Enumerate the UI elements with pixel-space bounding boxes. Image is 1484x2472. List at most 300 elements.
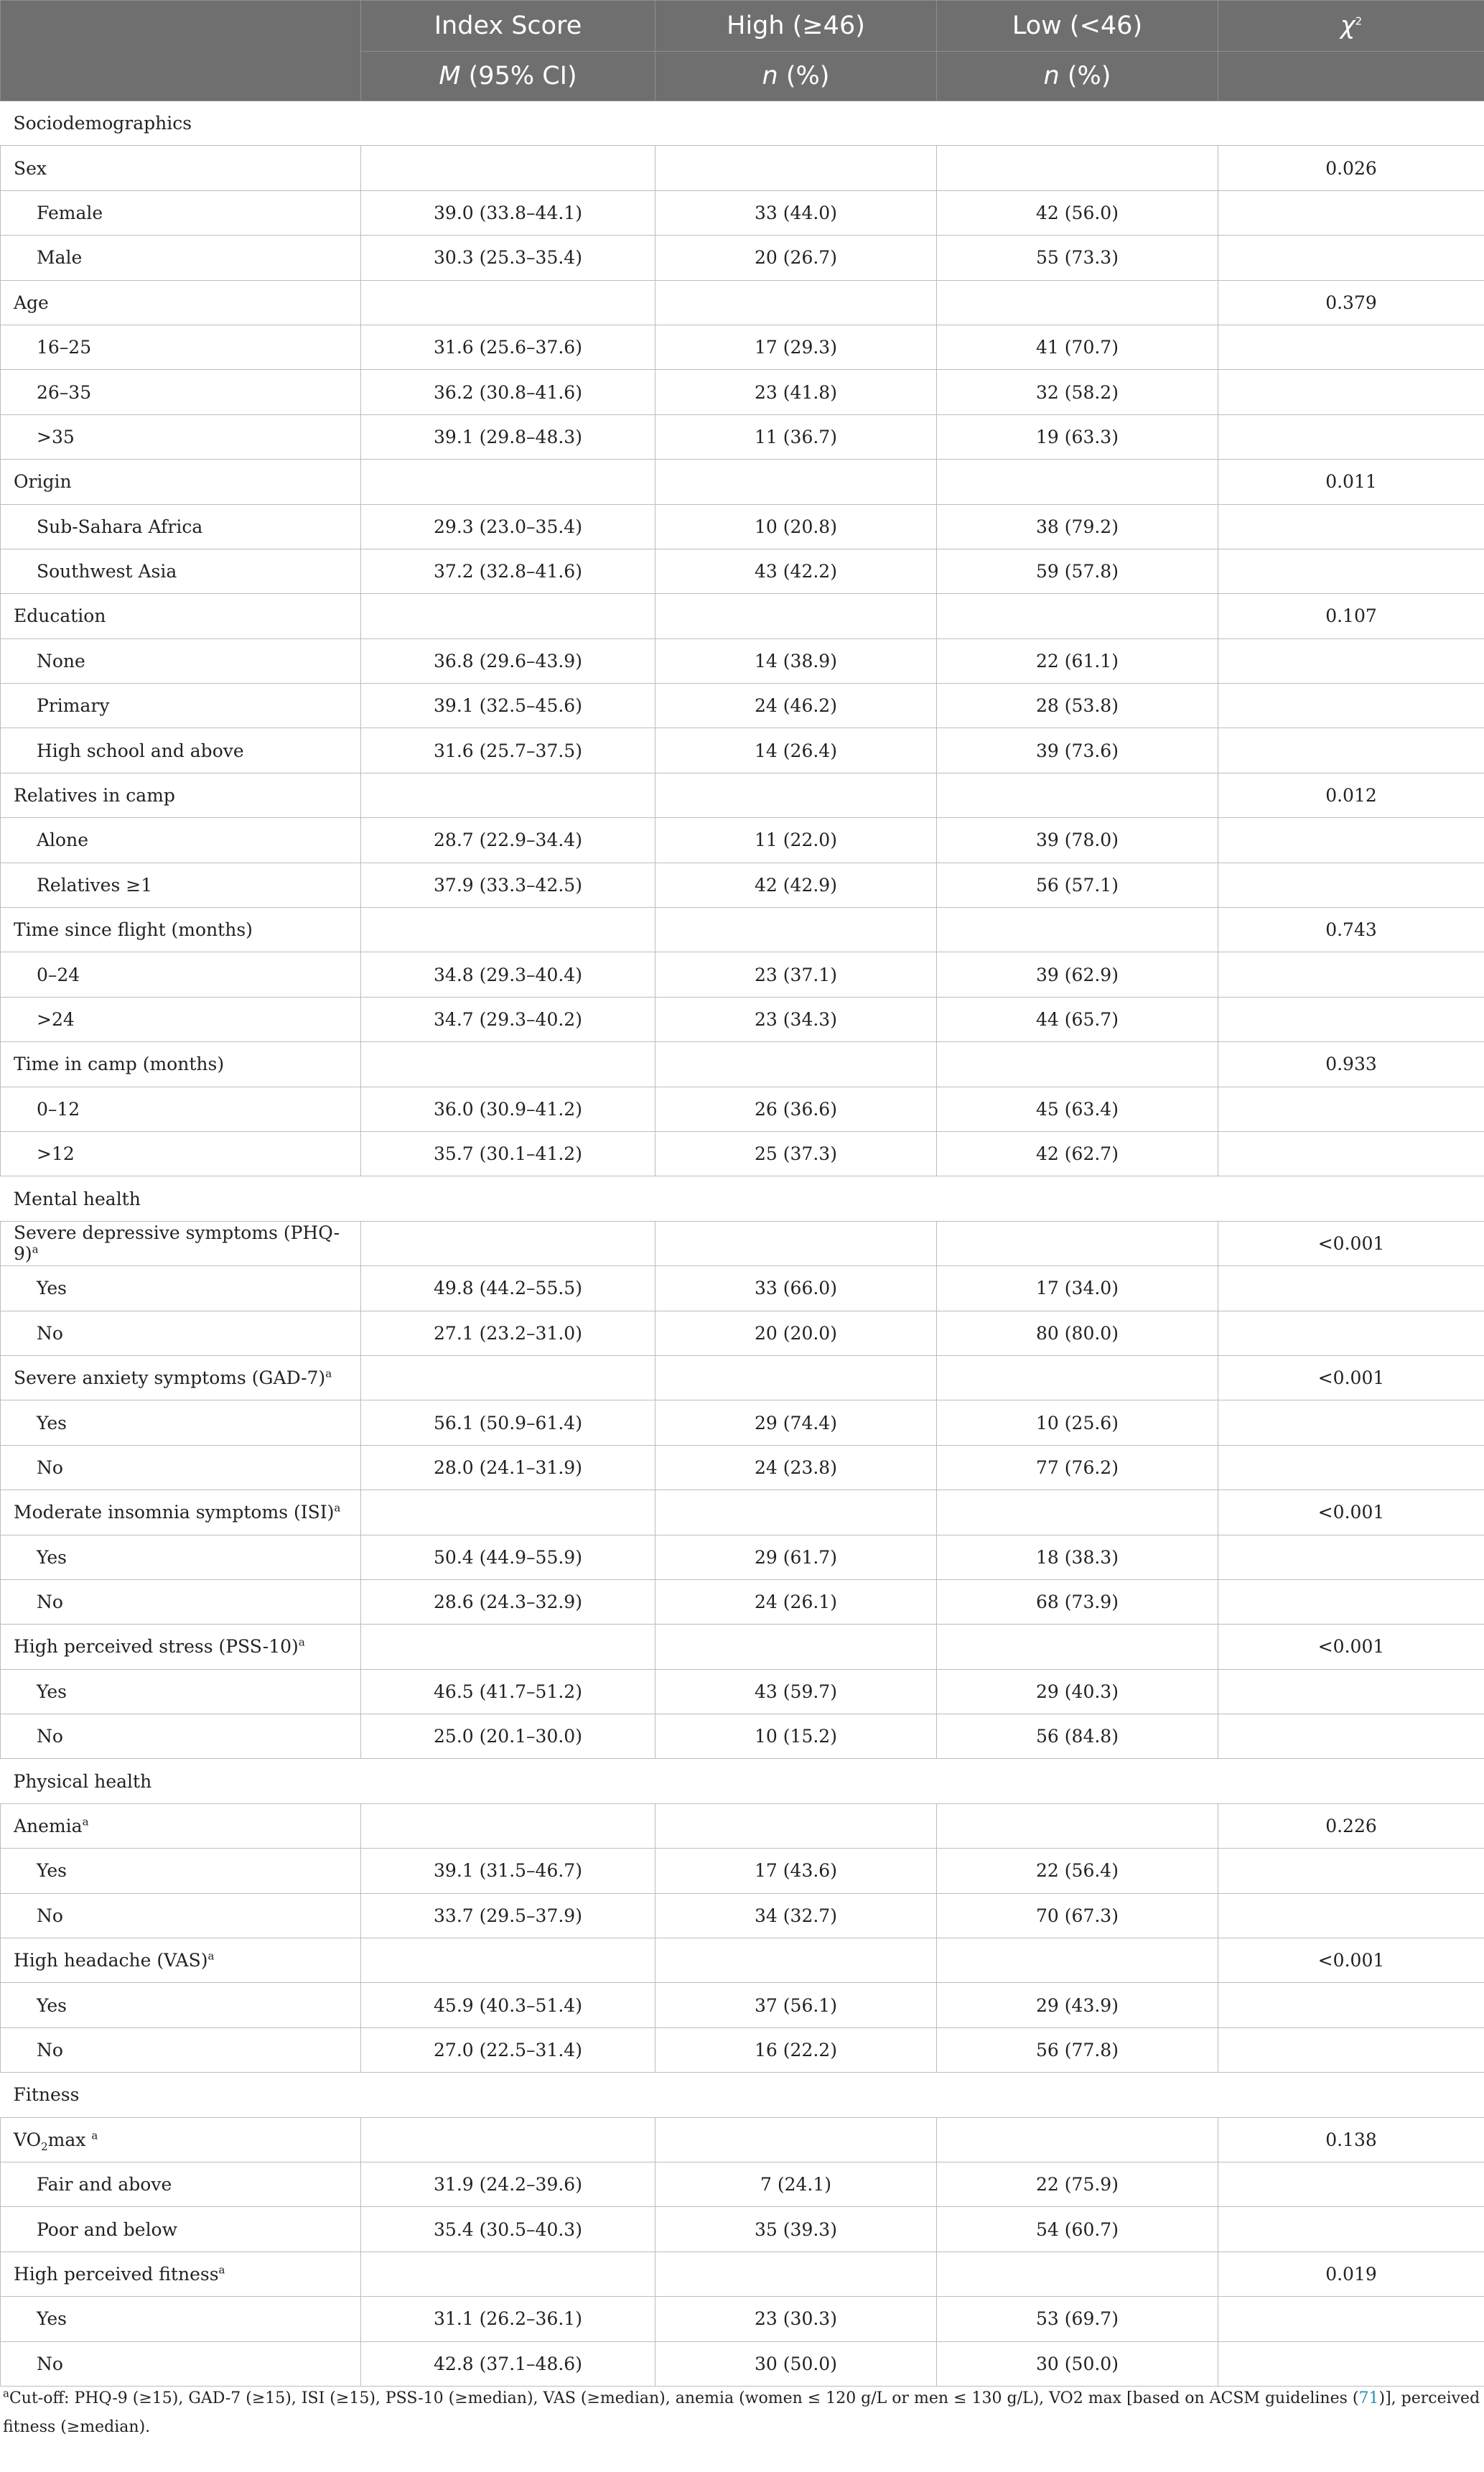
empty-cell [1218,818,1484,863]
empty-cell [1218,863,1484,907]
empty-cell [1218,1311,1484,1355]
header-n-percent-low: n (%) [937,52,1218,101]
section-row [1,1759,1484,1803]
row-label: Fair and above [1,2162,361,2206]
chi-square-value: 0.107 [1218,594,1484,638]
high-count-cell: 26 (36.6) [655,1087,937,1131]
low-count-cell: 59 (57.8) [937,549,1218,593]
row-label: No [1,1893,361,1938]
table-row [1,1087,1484,1131]
low-count-cell: 10 (25.6) [937,1400,1218,1445]
group-row [1,594,1484,638]
high-count-cell: 23 (41.8) [655,370,937,414]
section-row [1,1176,1484,1221]
group-row [1,1803,1484,1848]
chi-square-value: <0.001 [1218,1355,1484,1400]
index-score-cell: 50.4 (44.9–55.9) [361,1535,655,1579]
empty-cell [655,1042,937,1087]
low-count-cell: 44 (65.7) [937,997,1218,1041]
index-score-cell: 33.7 (29.5–37.9) [361,1893,655,1938]
header-empty-top [1,1,361,52]
group-row [1,908,1484,952]
empty-cell [937,1803,1218,1848]
group-label: Time in camp (months) [1,1042,361,1087]
group-row [1,1221,1484,1265]
empty-cell [1218,2027,1484,2072]
table-row [1,2207,1484,2252]
group-label: Moderate insomnia symptoms (ISI)$^a$ [1,1490,361,1535]
high-count-cell: 16 (22.2) [655,2027,937,2072]
low-count-cell: 42 (56.0) [937,190,1218,235]
table-row [1,1893,1484,1938]
table-row [1,1311,1484,1355]
empty-cell [1218,684,1484,728]
group-label: High perceived stress $(PSS-10)^a$ [1,1625,361,1669]
empty-cell [1218,2341,1484,2386]
group-label: Severe anxiety symptoms $(GAD-7)^a$ [1,1355,361,1400]
low-count-cell: 39 (62.9) [937,952,1218,997]
empty-cell [1218,1445,1484,1490]
empty-cell [1218,1849,1484,1893]
index-score-cell: 39.1 (29.8–48.3) [361,414,655,459]
empty-cell [937,460,1218,504]
empty-cell [1218,1087,1484,1131]
high-count-cell: 33 (66.0) [655,1266,937,1311]
empty-cell [655,146,937,190]
empty-cell [361,1938,655,1983]
empty-cell [361,773,655,817]
group-row [1,2117,1484,2162]
empty-cell [1218,1714,1484,1759]
high-count-cell: 24 (23.8) [655,1445,937,1490]
row-label: Southwest Asia [1,549,361,593]
group-label: $VO_2\max$ $^a$ [1,2117,361,2162]
reference-link[interactable]: 71 [1358,2389,1379,2407]
row-label: No [1,1311,361,1355]
empty-cell [361,908,655,952]
table-row [1,414,1484,459]
group-row [1,1938,1484,1983]
index-score-cell: 36.0 (30.9–41.2) [361,1087,655,1131]
low-count-cell: 70 (67.3) [937,1893,1218,1938]
group-row [1,1625,1484,1669]
section-title: Sociodemographics [1,101,1484,146]
high-count-cell: 43 (42.2) [655,549,937,593]
header-mean-ci: M (95% CI) [361,52,655,101]
empty-cell [361,1490,655,1535]
row-label: No [1,1445,361,1490]
empty-cell [937,773,1218,817]
chi-square-value: 0.933 [1218,1042,1484,1087]
empty-cell [1218,1131,1484,1176]
table-row [1,504,1484,549]
group-row [1,773,1484,817]
empty-cell [655,1625,937,1669]
index-score-cell: 35.4 (30.5–40.3) [361,2207,655,2252]
row-label: High school and above [1,728,361,773]
row-label: 26–35 [1,370,361,414]
index-score-cell: 45.9 (40.3–51.4) [361,1983,655,2027]
table-row [1,1669,1484,1714]
chi-square-value: 0.019 [1218,2252,1484,2296]
header-empty-bottom [1,52,361,101]
high-count-cell: 29 (61.7) [655,1535,937,1579]
high-count-cell: 10 (15.2) [655,1714,937,1759]
high-count-cell: 7 (24.1) [655,2162,937,2206]
low-count-cell: 54 (60.7) [937,2207,1218,2252]
group-row [1,2252,1484,2296]
low-count-cell: 30 (50.0) [937,2341,1218,2386]
empty-cell [361,1803,655,1848]
group-label: Anemia$^a$ [1,1803,361,1848]
row-label: No [1,2341,361,2386]
empty-cell [1218,236,1484,280]
empty-cell [1218,1400,1484,1445]
empty-cell [361,1042,655,1087]
low-count-cell: 68 (73.9) [937,1579,1218,1624]
low-count-cell: 32 (58.2) [937,370,1218,414]
empty-cell [655,280,937,325]
empty-cell [1218,504,1484,549]
empty-cell [937,1938,1218,1983]
index-score-cell: 28.6 (24.3–32.9) [361,1579,655,1624]
row-label: Female [1,190,361,235]
row-label: Yes [1,1849,361,1893]
group-label: Origin [1,460,361,504]
row-label: Yes [1,1266,361,1311]
empty-cell [937,1625,1218,1669]
group-label: Sex [1,146,361,190]
high-count-cell: 14 (38.9) [655,638,937,683]
table-row [1,1714,1484,1759]
empty-cell [937,1490,1218,1535]
table-row [1,684,1484,728]
row-label: Poor and below [1,2207,361,2252]
low-count-cell: 55 (73.3) [937,236,1218,280]
section-title: Physical health [1,1759,1484,1803]
group-row [1,280,1484,325]
high-count-cell: 24 (26.1) [655,1579,937,1624]
table-row [1,2027,1484,2072]
high-count-cell: 35 (39.3) [655,2207,937,2252]
index-score-cell: 36.2 (30.8–41.6) [361,370,655,414]
high-count-cell: 23 (37.1) [655,952,937,997]
low-count-cell: 18 (38.3) [937,1535,1218,1579]
empty-cell [361,2252,655,2296]
index-score-cell: 30.3 (25.3–35.4) [361,236,655,280]
empty-cell [361,1221,655,1265]
empty-cell [655,1938,937,1983]
empty-cell [361,280,655,325]
row-label: Yes [1,2297,361,2341]
index-score-cell: 28.0 (24.1–31.9) [361,1445,655,1490]
low-count-cell: 56 (77.8) [937,2027,1218,2072]
empty-cell [1218,997,1484,1041]
chi-square-value: 0.226 [1218,1803,1484,1848]
table-row [1,2341,1484,2386]
empty-cell [1218,414,1484,459]
chi-square-value: <0.001 [1218,1625,1484,1669]
index-score-cell: 31.6 (25.6–37.6) [361,325,655,369]
high-count-cell: 23 (34.3) [655,997,937,1041]
low-count-cell: 17 (34.0) [937,1266,1218,1311]
table-row [1,370,1484,414]
empty-cell [1218,1535,1484,1579]
index-score-cell: 37.2 (32.8–41.6) [361,549,655,593]
index-score-cell: 31.1 (26.2–36.1) [361,2297,655,2341]
low-count-cell: 56 (57.1) [937,863,1218,907]
low-count-cell: 29 (40.3) [937,1669,1218,1714]
empty-cell [361,2117,655,2162]
index-score-cell: 34.7 (29.3–40.2) [361,997,655,1041]
empty-cell [1218,1266,1484,1311]
empty-cell [655,2252,937,2296]
table-row [1,1266,1484,1311]
low-count-cell: 41 (70.7) [937,325,1218,369]
low-count-cell: 80 (80.0) [937,1311,1218,1355]
table-row [1,1131,1484,1176]
row-label: No [1,1714,361,1759]
table-row [1,818,1484,863]
empty-cell [1218,325,1484,369]
empty-cell [1218,1983,1484,2027]
section-row [1,2073,1484,2117]
group-row [1,146,1484,190]
chi-square-value: 0.026 [1218,146,1484,190]
index-score-cell: 28.7 (22.9–34.4) [361,818,655,863]
table-row [1,325,1484,369]
chi-square-value: 0.379 [1218,280,1484,325]
high-count-cell: 29 (74.4) [655,1400,937,1445]
index-score-cell: 39.0 (33.8–44.1) [361,190,655,235]
high-count-cell: 33 (44.0) [655,190,937,235]
empty-cell [655,2117,937,2162]
low-count-cell: 42 (62.7) [937,1131,1218,1176]
high-count-cell: 11 (36.7) [655,414,937,459]
table-row [1,728,1484,773]
chi-square-value: 0.743 [1218,908,1484,952]
group-row [1,1490,1484,1535]
empty-cell [1218,2207,1484,2252]
header-low: Low (<46) [937,1,1218,52]
low-count-cell: 28 (53.8) [937,684,1218,728]
row-label: >12 [1,1131,361,1176]
high-count-cell: 17 (29.3) [655,325,937,369]
group-label: High headache (VAS)$^a$ [1,1938,361,1983]
table-row [1,1535,1484,1579]
low-count-cell: 39 (73.6) [937,728,1218,773]
chi-square-value: <0.001 [1218,1221,1484,1265]
section-row [1,101,1484,146]
index-score-cell: 39.1 (31.5–46.7) [361,1849,655,1893]
empty-cell [1218,370,1484,414]
index-score-cell: 46.5 (41.7–51.2) [361,1669,655,1714]
low-count-cell: 22 (75.9) [937,2162,1218,2206]
high-count-cell: 23 (30.3) [655,2297,937,2341]
high-count-cell: 42 (42.9) [655,863,937,907]
chi-square-value: 0.138 [1218,2117,1484,2162]
empty-cell [1218,2297,1484,2341]
table-row [1,1445,1484,1490]
index-score-cell: 29.3 (23.0–35.4) [361,504,655,549]
empty-cell [1218,190,1484,235]
empty-cell [655,1803,937,1848]
group-label: Severe depressive symptoms $(PHQ-9)^a$ [1,1221,361,1265]
table-body [1,101,1484,2387]
high-count-cell: 25 (37.3) [655,1131,937,1176]
index-score-cell: 34.8 (29.3–40.4) [361,952,655,997]
low-count-cell: 19 (63.3) [937,414,1218,459]
empty-cell [361,594,655,638]
index-score-cell: 35.7 (30.1–41.2) [361,1131,655,1176]
empty-cell [1218,728,1484,773]
empty-cell [937,2117,1218,2162]
section-title: Fitness [1,2073,1484,2117]
high-count-cell: 37 (56.1) [655,1983,937,2027]
table-row [1,2297,1484,2341]
empty-cell [937,2252,1218,2296]
low-count-cell: 45 (63.4) [937,1087,1218,1131]
low-count-cell: 56 (84.8) [937,1714,1218,1759]
low-count-cell: 77 (76.2) [937,1445,1218,1490]
header-index-score: Index Score [361,1,655,52]
group-label: Age [1,280,361,325]
table-row [1,190,1484,235]
high-count-cell: 14 (26.4) [655,728,937,773]
row-label: Alone [1,818,361,863]
empty-cell [655,460,937,504]
table-row [1,1579,1484,1624]
row-label: Yes [1,1535,361,1579]
header-empty-chi [1218,52,1484,101]
header-high: High (≥46) [655,1,937,52]
row-label: Primary [1,684,361,728]
empty-cell [361,1625,655,1669]
row-label: No [1,1579,361,1624]
row-label: None [1,638,361,683]
high-count-cell: 10 (20.8) [655,504,937,549]
index-score-cell: 31.6 (25.7–37.5) [361,728,655,773]
empty-cell [937,1221,1218,1265]
table-row [1,549,1484,593]
table-row [1,638,1484,683]
empty-cell [655,773,937,817]
high-count-cell: 43 (59.7) [655,1669,937,1714]
chi-square-value: 0.011 [1218,460,1484,504]
empty-cell [937,1042,1218,1087]
index-score-cell: 39.1 (32.5–45.6) [361,684,655,728]
section-title: Mental health [1,1176,1484,1221]
group-row [1,460,1484,504]
high-count-cell: 11 (22.0) [655,818,937,863]
empty-cell [937,1355,1218,1400]
high-count-cell: 30 (50.0) [655,2341,937,2386]
row-label: 16–25 [1,325,361,369]
empty-cell [655,1355,937,1400]
row-label: >35 [1,414,361,459]
table-row [1,236,1484,280]
empty-cell [1218,638,1484,683]
index-score-cell: 31.9 (24.2–39.6) [361,2162,655,2206]
table-row [1,997,1484,1041]
empty-cell [937,280,1218,325]
empty-cell [655,594,937,638]
table-row [1,863,1484,907]
high-count-cell: 20 (26.7) [655,236,937,280]
chi-square-value: 0.012 [1218,773,1484,817]
table-row [1,1983,1484,2027]
index-score-cell: 27.0 (22.5–31.4) [361,2027,655,2072]
empty-cell [361,460,655,504]
table-row [1,1400,1484,1445]
index-score-cell: 42.8 (37.1–48.6) [361,2341,655,2386]
high-count-cell: 17 (43.6) [655,1849,937,1893]
row-label: Male [1,236,361,280]
low-count-cell: 29 (43.9) [937,1983,1218,2027]
empty-cell [361,146,655,190]
table-footnote: $^a$Cut-off: PHQ-9 (≥15), GAD-7 (≥15), ISI (≥15), PSS-10 (≥median), VAS (≥median), anemia (women ≤ 120 g/L or men ≤ 130 g/L), VO2 max [based on ACSM guidelines (71)], perceived fitness (≥median). [3,2387,1480,2436]
empty-cell [655,1490,937,1535]
row-label: No [1,2027,361,2072]
row-label: 0–12 [1,1087,361,1131]
header-n-percent-high: n (%) [655,52,937,101]
empty-cell [1218,1579,1484,1624]
high-count-cell: 20 (20.0) [655,1311,937,1355]
empty-cell [937,908,1218,952]
row-label: Yes [1,1400,361,1445]
low-count-cell: 22 (61.1) [937,638,1218,683]
index-score-cell: 27.1 (23.2–31.0) [361,1311,655,1355]
empty-cell [1218,1893,1484,1938]
empty-cell [655,1221,937,1265]
empty-cell [655,908,937,952]
empty-cell [937,146,1218,190]
index-score-cell: 49.8 (44.2–55.5) [361,1266,655,1311]
group-row [1,1355,1484,1400]
group-row [1,1042,1484,1087]
empty-cell [361,1355,655,1400]
group-label: High perceived fitness$^a$ [1,2252,361,2296]
low-count-cell: 22 (56.4) [937,1849,1218,1893]
empty-cell [937,594,1218,638]
group-label: Relatives in camp [1,773,361,817]
table-header [1,1,1484,101]
row-label: Sub-Sahara Africa [1,504,361,549]
chi-square-value: <0.001 [1218,1938,1484,1983]
row-label: >24 [1,997,361,1041]
index-score-cell: 36.8 (29.6–43.9) [361,638,655,683]
index-score-cell: 56.1 (50.9–61.4) [361,1400,655,1445]
index-score-cell: 25.0 (20.1–30.0) [361,1714,655,1759]
row-label: Yes [1,1669,361,1714]
low-count-cell: 53 (69.7) [937,2297,1218,2341]
table-row [1,952,1484,997]
empty-cell [1218,1669,1484,1714]
high-count-cell: 24 (46.2) [655,684,937,728]
table-row [1,1849,1484,1893]
row-label: Relatives ≥1 [1,863,361,907]
group-label: Time since flight (months) [1,908,361,952]
group-label: Education [1,594,361,638]
row-label: Yes [1,1983,361,2027]
low-count-cell: 39 (78.0) [937,818,1218,863]
high-count-cell: 34 (32.7) [655,1893,937,1938]
index-score-cell: 37.9 (33.3–42.5) [361,863,655,907]
row-label: 0–24 [1,952,361,997]
low-count-cell: 38 (79.2) [937,504,1218,549]
empty-cell [1218,549,1484,593]
table-row [1,2162,1484,2206]
